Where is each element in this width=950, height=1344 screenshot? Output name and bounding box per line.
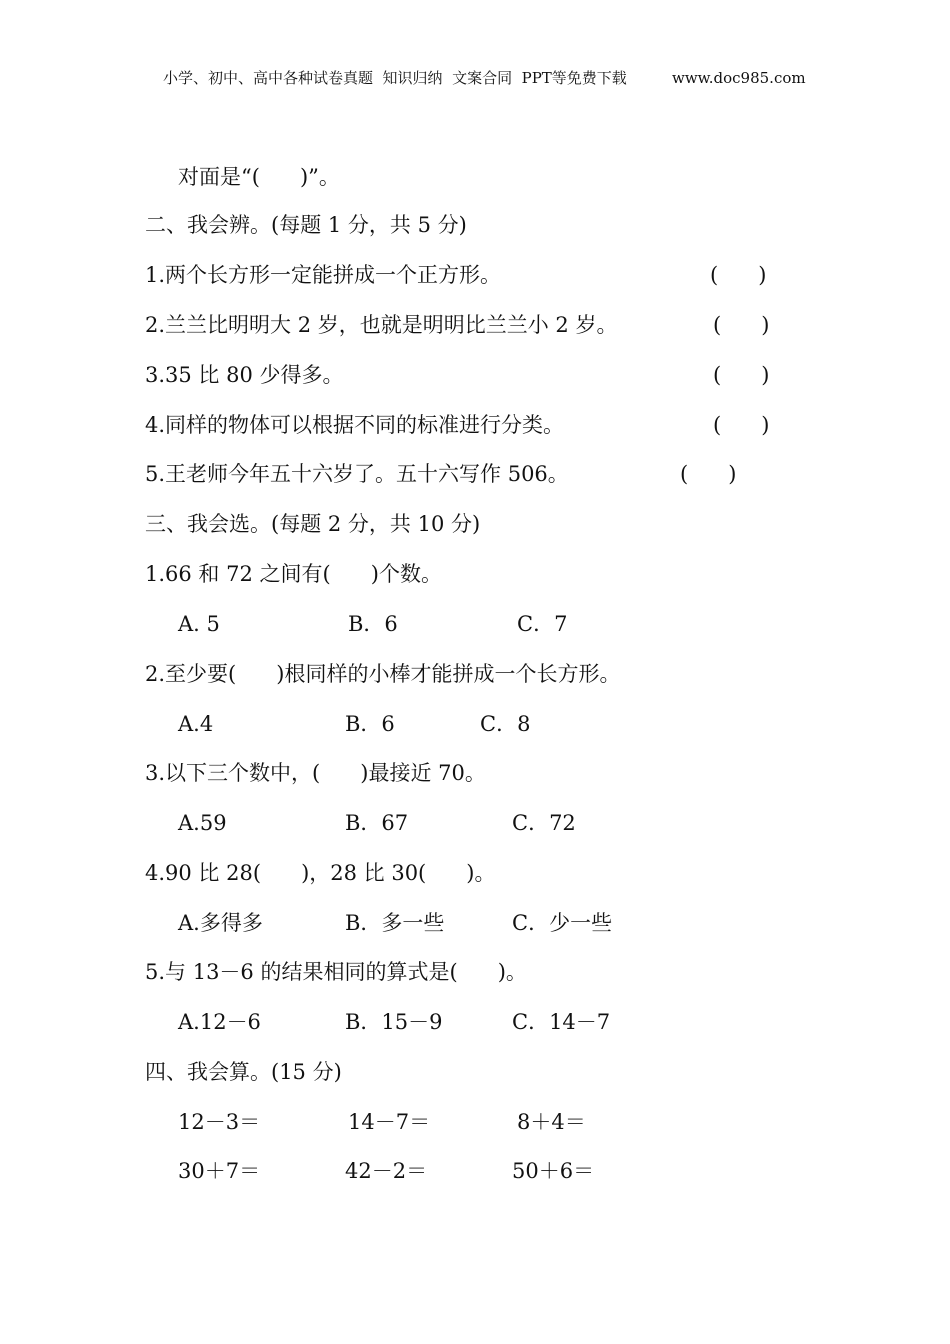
choice-q1-option-c: C．7	[517, 612, 568, 636]
choice-q1-option-a: A. 5	[178, 612, 220, 636]
choice-q4-option-a: A.多得多	[178, 911, 263, 935]
choice-q5-option-c: C．14－7	[512, 1010, 611, 1034]
choice-q1-option-b: B．6	[348, 612, 398, 636]
choice-q2-option-b: B．6	[345, 712, 395, 736]
choice-q3-option-c: C．72	[512, 811, 576, 835]
judge-answer-bracket-5: ( )	[680, 462, 737, 486]
section-title-judge: 二、我会辨。(每题 1 分，共 5 分)	[145, 213, 467, 237]
judge-question-4: 4.同样的物体可以根据不同的标准进行分类。	[145, 413, 565, 437]
judge-answer-bracket-3: ( )	[713, 363, 770, 387]
choice-q4-option-b: B．多一些	[345, 911, 445, 935]
choice-q3-option-b: B．67	[345, 811, 409, 835]
section-title-calculate: 四、我会算。(15 分)	[145, 1060, 342, 1084]
judge-answer-bracket-2: ( )	[713, 313, 770, 337]
header-website: www.doc985.com	[672, 69, 806, 87]
calc-expression: 14－7＝	[348, 1110, 431, 1134]
judge-answer-bracket-4: ( )	[713, 413, 770, 437]
judge-question-1: 1.两个长方形一定能拼成一个正方形。	[145, 263, 502, 287]
choice-question-3: 3.以下三个数中，( )最接近 70。	[145, 761, 486, 785]
calc-expression: 30＋7＝	[178, 1159, 261, 1183]
judge-answer-bracket-1: ( )	[710, 263, 767, 287]
section-title-choose: 三、我会选。(每题 2 分，共 10 分)	[145, 512, 481, 536]
header-promo-text: 小学、初中、高中各种试卷真题 知识归纳 文案合同 PPT等免费下载	[163, 69, 627, 87]
choice-q2-option-c: C．8	[480, 712, 531, 736]
choice-q5-option-a: A.12－6	[178, 1010, 261, 1034]
choice-question-5: 5.与 13－6 的结果相同的算式是( )。	[145, 960, 527, 984]
judge-question-2: 2.兰兰比明明大 2 岁，也就是明明比兰兰小 2 岁。	[145, 313, 618, 337]
judge-question-5: 5.王老师今年五十六岁了。五十六写作 506。	[145, 462, 569, 486]
choice-question-4: 4.90 比 28( )，28 比 30( )。	[145, 861, 496, 885]
continuation-line: 对面是“( )”。	[178, 165, 340, 189]
choice-question-1: 1.66 和 72 之间有( )个数。	[145, 562, 442, 586]
calc-expression: 12－3＝	[178, 1110, 261, 1134]
choice-q4-option-c: C．少一些	[512, 911, 613, 935]
calc-expression: 50＋6＝	[512, 1159, 595, 1183]
choice-q3-option-a: A.59	[178, 811, 227, 835]
calc-expression: 8＋4＝	[517, 1110, 586, 1134]
judge-question-3: 3.35 比 80 少得多。	[145, 363, 344, 387]
choice-q5-option-b: B．15－9	[345, 1010, 443, 1034]
choice-q2-option-a: A.4	[178, 712, 214, 736]
calc-expression: 42－2＝	[345, 1159, 428, 1183]
choice-question-2: 2.至少要( )根同样的小棒才能拼成一个长方形。	[145, 662, 621, 686]
